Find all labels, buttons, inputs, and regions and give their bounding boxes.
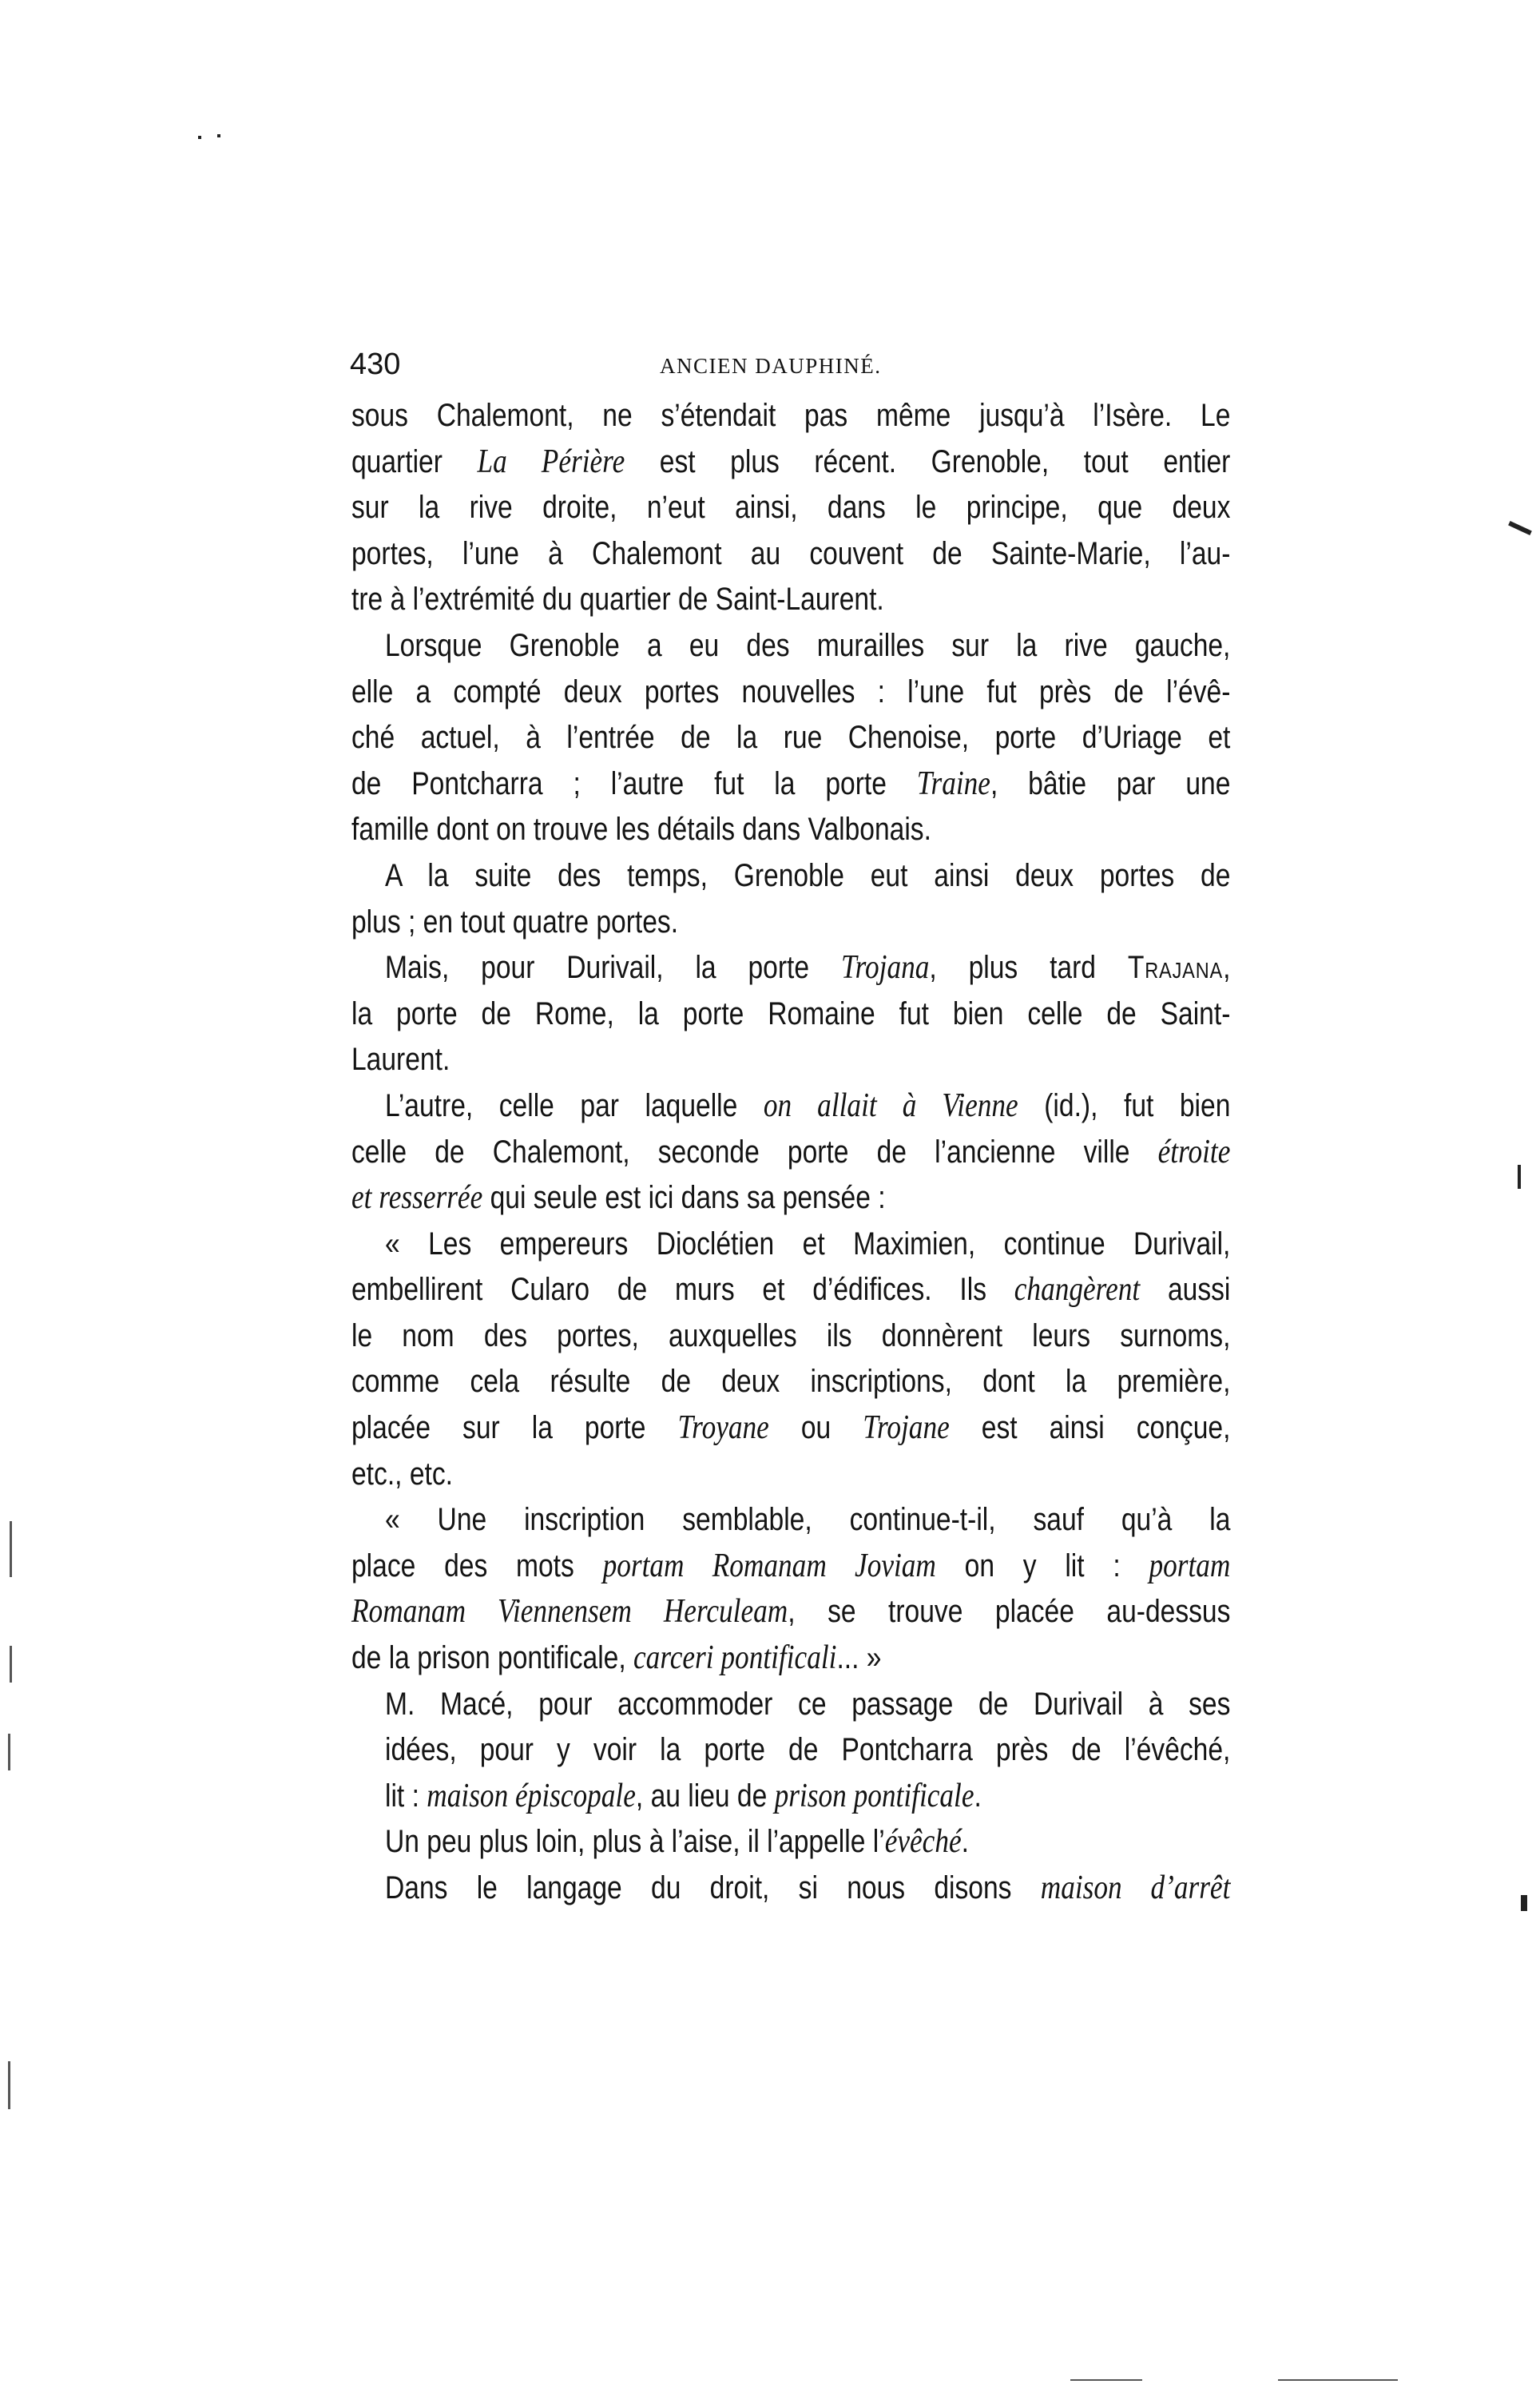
text-run: Mais, pour Durivail, la porte — [385, 950, 841, 986]
text-line — [351, 1589, 1230, 1635]
text-line — [351, 670, 1230, 716]
text-run: « Une inscription semblable, continue-t-il, sauf qu’à la — [385, 1502, 1231, 1538]
text-run: portam Romanam Joviam — [602, 1547, 936, 1584]
text-line — [351, 1313, 1230, 1360]
margin-speck — [1518, 1165, 1521, 1189]
text-run: M. Macé, pour accommoder ce passage de Durivail à ses — [385, 1686, 1231, 1722]
margin-speck — [1521, 1895, 1527, 1911]
text-run: elle a compté deux portes nouvelles : l’une fut près de l’évê- — [351, 674, 1231, 709]
text-run: de Pontcharra ; l’autre fut la porte — [351, 765, 917, 801]
text-line — [351, 1037, 1230, 1083]
text-run: Traine — [916, 765, 990, 802]
text-run: qui seule est ici dans sa pensée : — [482, 1180, 886, 1216]
text-line — [351, 393, 1230, 439]
margin-line — [8, 2061, 10, 2109]
text-run: carceri pontificali — [633, 1639, 837, 1677]
text-run: , se trouve placée au-dessus — [788, 1594, 1231, 1630]
text-run: Trojane — [863, 1409, 950, 1447]
text-line — [351, 900, 1230, 946]
text-line — [351, 1267, 1230, 1313]
text-line — [351, 1222, 1230, 1268]
text-run: et resserrée — [351, 1179, 483, 1217]
text-run: la porte de Rome, la porte Romaine fut bien celle de Saint- — [351, 995, 1231, 1031]
text-line — [351, 991, 1230, 1038]
text-run: (id.), fut bien — [1018, 1087, 1231, 1123]
text-line — [351, 439, 1230, 486]
text-run: embellirent Cularo de murs et d’édifices. Ils — [351, 1272, 1014, 1308]
text-run: placée sur la porte — [351, 1410, 678, 1446]
text-run: sur la rive droite, n’eut ainsi, dans le principe, que deux — [351, 490, 1231, 526]
text-run: tre à l’extrémité du quartier de Saint-Laurent. — [351, 582, 884, 618]
text-run: lit : — [385, 1778, 427, 1814]
page-number: 430 — [350, 348, 401, 381]
text-line — [351, 1727, 1230, 1774]
text-run: sous Chalemont, ne s’étendait pas même jusqu’à l’Isère. Le — [351, 398, 1231, 433]
margin-line — [1278, 2379, 1398, 2381]
text-line — [351, 1083, 1230, 1130]
text-line — [351, 1774, 1230, 1820]
margin-line — [10, 1646, 12, 1683]
text-run: portes, l’une à Chalemont au couvent de Sainte-Marie, l’au- — [351, 535, 1231, 571]
text-line — [351, 761, 1230, 808]
text-run: aussi — [1140, 1272, 1231, 1308]
text-line — [351, 531, 1230, 578]
text-run: prison pontificale — [774, 1777, 974, 1814]
margin-speck — [217, 134, 220, 137]
text-run: Lorsque Grenoble a eu des murailles sur la rive gauche, — [385, 627, 1231, 663]
text-run: est ainsi conçue, — [949, 1410, 1231, 1446]
text-run: ché actuel, à l’entrée de la rue Chenoise, porte d’Uriage et — [351, 720, 1231, 756]
text-run: étroite — [1157, 1133, 1231, 1170]
text-line — [351, 623, 1230, 670]
text-run: L’autre, celle par laquelle — [385, 1087, 764, 1123]
text-line — [351, 807, 1230, 853]
text-run: le nom des portes, auxquelles ils donnèrent leurs surnoms, — [351, 1317, 1231, 1353]
text-run: A la suite des temps, Grenoble eut ainsi deux portes de — [385, 857, 1231, 893]
text-run: place des mots — [351, 1548, 603, 1583]
text-run: changèrent — [1014, 1271, 1141, 1309]
text-line — [351, 1405, 1230, 1452]
body-text — [351, 393, 1231, 1912]
text-run: . — [974, 1778, 982, 1814]
text-run: , — [1223, 950, 1231, 986]
text-run: La Périère — [477, 443, 625, 480]
text-run: plus ; en tout quatre portes. — [351, 904, 679, 940]
text-line — [351, 945, 1230, 991]
text-run: ou — [768, 1410, 863, 1446]
text-run: Un peu plus loin, plus à l’aise, il l’appelle l’ — [385, 1824, 885, 1860]
text-line — [351, 1175, 1230, 1222]
text-line — [351, 1635, 1230, 1682]
text-line — [351, 853, 1230, 900]
text-run: on allait à Vienne — [763, 1087, 1018, 1124]
text-run: Romanam Viennensem Herculeam — [351, 1593, 788, 1631]
text-run: quartier — [351, 443, 478, 479]
text-line — [351, 1544, 1230, 1590]
text-run: , plus tard — [929, 950, 1128, 986]
text-line — [351, 1452, 1230, 1498]
text-line — [351, 715, 1230, 761]
text-run: est plus récent. Grenoble, tout entier — [625, 443, 1231, 479]
text-run: , bâtie par une — [990, 765, 1231, 801]
text-run: Dans le langage du droit, si nous disons — [385, 1870, 1041, 1905]
text-run: portam — [1149, 1547, 1231, 1584]
text-line — [351, 1359, 1230, 1405]
text-run: . — [961, 1824, 969, 1860]
text-line — [351, 1866, 1230, 1912]
text-run: on y lit : — [935, 1548, 1149, 1583]
text-run: Trajana — [1127, 950, 1224, 986]
margin-speck — [1508, 521, 1532, 535]
text-run: maison épiscopale — [427, 1777, 636, 1814]
margin-line — [8, 1734, 10, 1770]
text-line — [351, 577, 1230, 623]
text-run: « Les empereurs Dioclétien et Maximien, continue Durivail, — [385, 1226, 1231, 1262]
text-line — [351, 1130, 1230, 1176]
running-header — [350, 345, 1228, 383]
margin-line — [10, 1521, 12, 1577]
text-run: Laurent. — [351, 1042, 450, 1078]
text-run: évêché — [884, 1823, 962, 1861]
text-line — [351, 485, 1230, 531]
text-line — [351, 1682, 1230, 1728]
text-line — [351, 1819, 1230, 1866]
text-run: Troyane — [677, 1409, 769, 1447]
text-run: famille dont on trouve les détails dans Valbonais. — [351, 812, 931, 848]
text-run: idées, pour y voir la porte de Pontcharra près de l’évêché, — [385, 1732, 1231, 1768]
text-run: maison d’arrêt — [1040, 1870, 1231, 1906]
running-title: ANCIEN DAUPHINÉ. — [660, 354, 882, 378]
text-run: , au lieu de — [635, 1778, 775, 1814]
text-run: Trojana — [840, 949, 930, 987]
margin-speck — [198, 136, 201, 139]
text-run: etc., etc. — [351, 1456, 453, 1492]
text-run: celle de Chalemont, seconde porte de l’ancienne ville — [351, 1134, 1158, 1170]
text-run: ... » — [836, 1640, 882, 1676]
margin-line — [1070, 2379, 1142, 2381]
text-run: comme cela résulte de deux inscriptions, dont la première, — [351, 1364, 1231, 1400]
text-run: de la prison pontificale, — [351, 1640, 634, 1676]
text-line — [351, 1497, 1230, 1544]
